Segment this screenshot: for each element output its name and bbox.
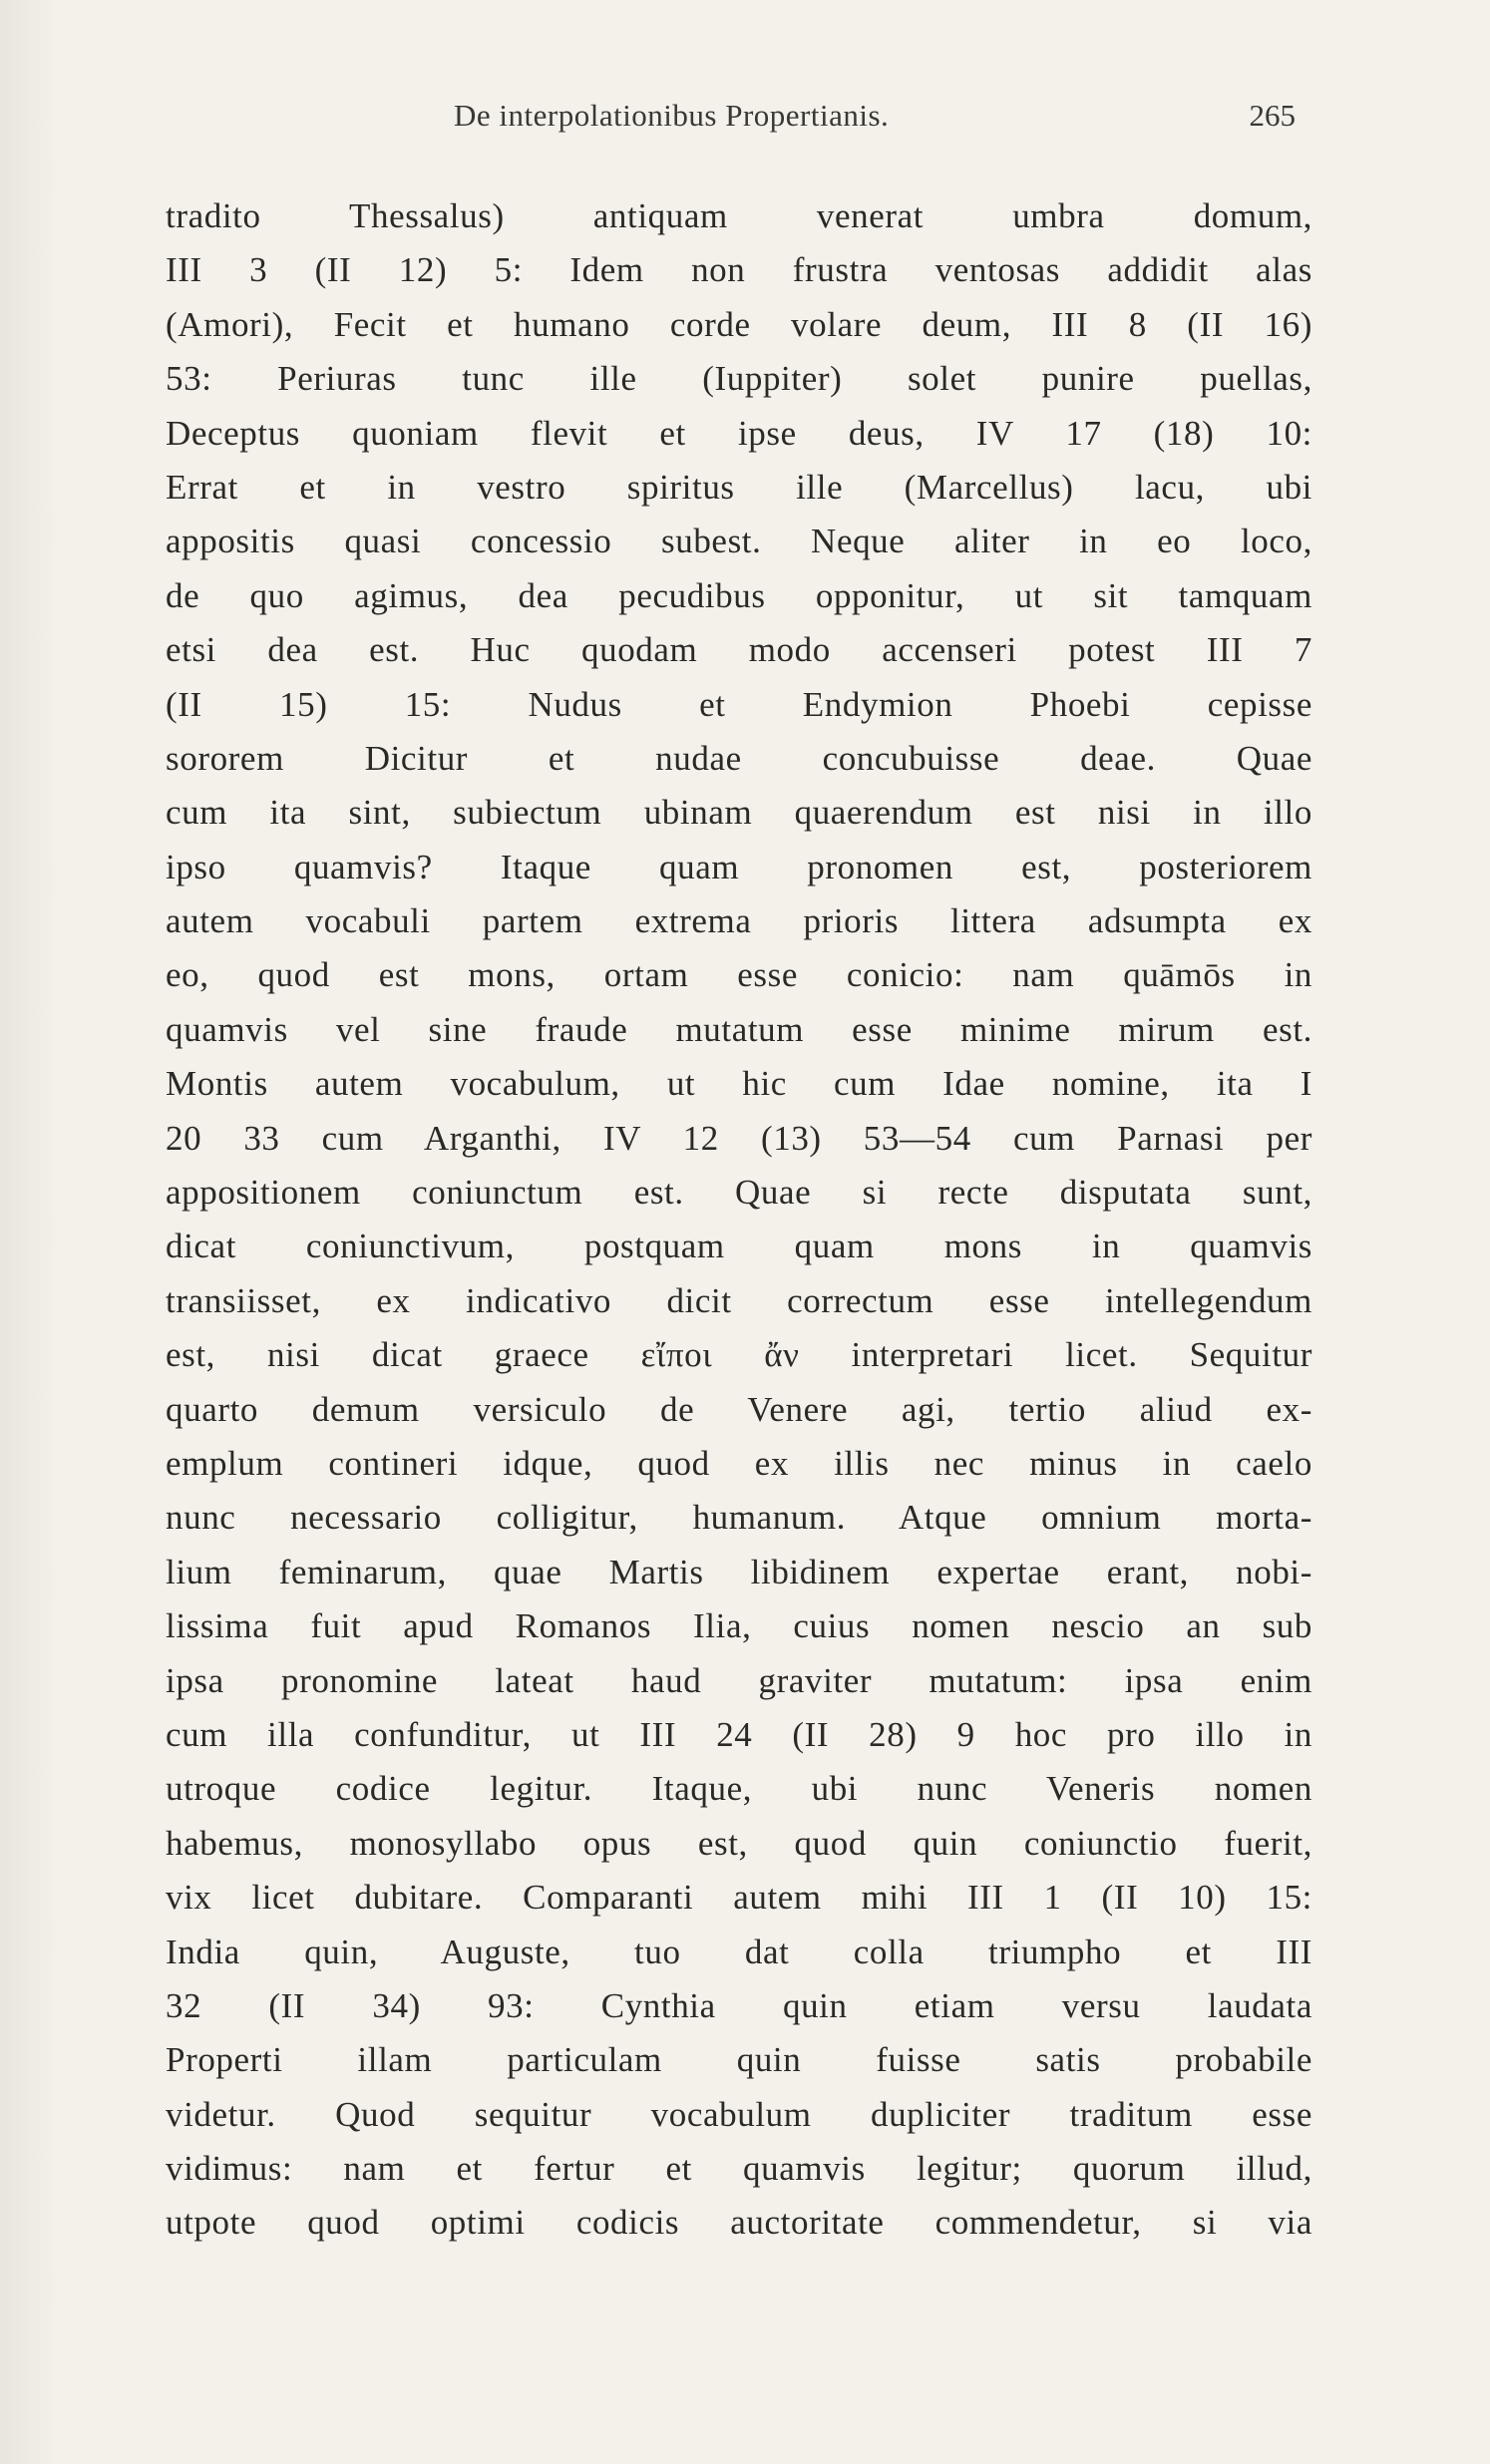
text-line: est, nisi dicat graece εἴποι ἄν interpretari licet. Sequitur bbox=[166, 1335, 1312, 1375]
text-line: (II 15) 15: Nudus et Endymion Phoebi cepisse bbox=[166, 684, 1312, 724]
text-line: utpote quod optimi codicis auctoritate commendetur, si via bbox=[166, 2203, 1312, 2243]
text-line: lium feminarum, quae Martis libidinem expertae erant, nobi- bbox=[166, 1552, 1312, 1591]
text-line: vix licet dubitare. Comparanti autem mihi III 1 (II 10) 15: bbox=[166, 1878, 1312, 1918]
running-title: De interpolationibus Propertianis. bbox=[454, 98, 890, 133]
text-line: III 3 (II 12) 5: Idem non frustra ventosas addidit alas bbox=[166, 250, 1312, 290]
text-line: videtur. Quod sequitur vocabulum dupliciter traditum esse bbox=[166, 2094, 1312, 2134]
text-line: Montis autem vocabulum, ut hic cum Idae nomine, ita I bbox=[166, 1064, 1312, 1104]
text-line: quarto demum versiculo de Venere agi, tertio aliud ex- bbox=[166, 1389, 1312, 1429]
text-line: ipso quamvis? Itaque quam pronomen est, posteriorem bbox=[166, 847, 1312, 886]
text-line: transiisset, ex indicativo dicit correctum esse intellegendum bbox=[166, 1280, 1312, 1320]
text-line: 53: Periuras tunc ille (Iuppiter) solet punire puellas, bbox=[166, 359, 1312, 399]
text-line: appositis quasi concessio subest. Neque aliter in eo loco, bbox=[166, 522, 1312, 561]
text-line: Properti illam particulam quin fuisse satis probabile bbox=[166, 2040, 1312, 2080]
text-line: ipsa pronomine lateat haud graviter mutatum: ipsa enim bbox=[166, 1660, 1312, 1700]
text-line: de quo agimus, dea pecudibus opponitur, ut sit tamquam bbox=[166, 575, 1312, 615]
text-line: vidimus: nam et fertur et quamvis legitur; quorum illud, bbox=[166, 2149, 1312, 2189]
text-line: etsi dea est. Huc quodam modo accenseri potest III 7 bbox=[166, 630, 1312, 670]
text-line: 20 33 cum Arganthi, IV 12 (13) 53—54 cum Parnasi per bbox=[166, 1118, 1312, 1158]
text-line: autem vocabuli partem extrema prioris littera adsumpta ex bbox=[166, 901, 1312, 941]
text-line: dicat coniunctivum, postquam quam mons in quamvis bbox=[166, 1227, 1312, 1266]
running-head bbox=[0, 98, 1490, 148]
text-line: tradito Thessalus) antiquam venerat umbra domum, bbox=[166, 196, 1312, 235]
body-text bbox=[166, 189, 1312, 2251]
text-line: 32 (II 34) 93: Cynthia quin etiam versu laudata bbox=[166, 1985, 1312, 2025]
text-line: Errat et in vestro spiritus ille (Marcellus) lacu, ubi bbox=[166, 467, 1312, 507]
text-line: (Amori), Fecit et humano corde volare deum, III 8 (II 16) bbox=[166, 304, 1312, 344]
page-edge-shadow bbox=[0, 0, 60, 2464]
text-line: habemus, monosyllabo opus est, quod quin coniunctio fuerit, bbox=[166, 1823, 1312, 1863]
text-line: utroque codice legitur. Itaque, ubi nunc Veneris nomen bbox=[166, 1769, 1312, 1809]
text-line: eo, quod est mons, ortam esse conicio: nam quāmōs in bbox=[166, 955, 1312, 995]
text-line: India quin, Auguste, tuo dat colla triumpho et III bbox=[166, 1932, 1312, 1971]
page-number: 265 bbox=[1249, 98, 1296, 133]
text-line: sororem Dicitur et nudae concubuisse deae. Quae bbox=[166, 738, 1312, 778]
text-line: emplum contineri idque, quod ex illis nec minus in caelo bbox=[166, 1443, 1312, 1483]
text-line: cum ita sint, subiectum ubinam quaerendum est nisi in illo bbox=[166, 793, 1312, 833]
text-line: nunc necessario colligitur, humanum. Atque omnium morta- bbox=[166, 1498, 1312, 1538]
text-line: quamvis vel sine fraude mutatum esse minime mirum est. bbox=[166, 1009, 1312, 1049]
text-line: cum illa confunditur, ut III 24 (II 28) 9 hoc pro illo in bbox=[166, 1714, 1312, 1754]
text-line: Deceptus quoniam flevit et ipse deus, IV 17 (18) 10: bbox=[166, 413, 1312, 453]
text-line: appositionem coniunctum est. Quae si recte disputata sunt, bbox=[166, 1173, 1312, 1213]
text-line: lissima fuit apud Romanos Ilia, cuius nomen nescio an sub bbox=[166, 1606, 1312, 1646]
